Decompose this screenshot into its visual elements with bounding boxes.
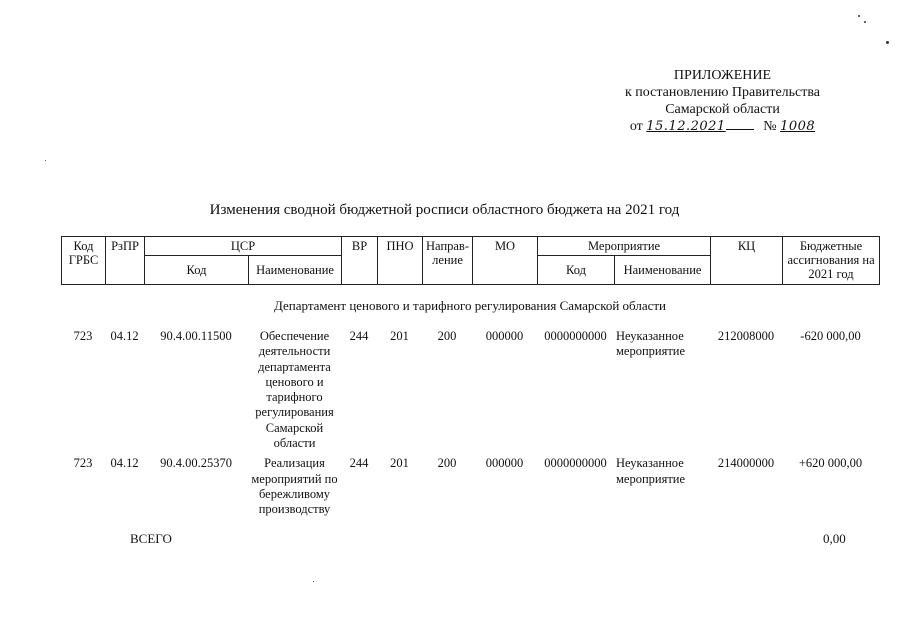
cell-amount: +620 000,00 xyxy=(798,456,863,471)
appendix-title: ПРИЛОЖЕНИЕ xyxy=(673,68,772,83)
header-kc: КЦ xyxy=(711,237,783,285)
scan-speck xyxy=(864,21,866,23)
scan-speck xyxy=(886,41,889,44)
cell-event-name: Неуказанное мероприятие xyxy=(616,329,686,359)
appendix-block xyxy=(600,67,845,135)
cell-kc: 212008000 xyxy=(717,329,775,343)
total-value: 0,00 xyxy=(823,531,846,546)
header-grbs: Код ГРБС xyxy=(62,237,106,285)
cell-event-name: Неуказанное мероприятие xyxy=(616,456,686,486)
scan-speck xyxy=(313,581,314,582)
header-rzpr: РзПР xyxy=(106,237,145,285)
number-prefix: № xyxy=(763,119,777,134)
scan-speck xyxy=(45,160,46,161)
cell-pno: 201 xyxy=(390,456,409,471)
cell-amount: -620 000,00 xyxy=(800,329,861,343)
cell-mo: 000000 xyxy=(485,329,524,343)
appendix-line-2: Самарской области xyxy=(665,102,780,117)
cell-mo: 000000 xyxy=(485,456,524,471)
header-vr: ВР xyxy=(342,237,378,285)
cell-event-code: 0000000000 xyxy=(544,329,607,343)
cell-vr: 244 xyxy=(349,456,369,471)
department-title: Департамент ценового и тарифного регулирования Самарской области xyxy=(273,298,667,313)
cell-direction: 200 xyxy=(437,329,457,343)
header-budget: Бюджетные ассигнования на 2021 год xyxy=(783,237,880,285)
cell-csr-code: 90.4.00.25370 xyxy=(160,456,232,471)
appendix-date-line xyxy=(600,118,845,135)
cell-event-code: 0000000000 xyxy=(544,456,607,471)
header-csr: ЦСР xyxy=(145,237,342,256)
cell-csr-name: Реализация мероприятий по бережливому производству xyxy=(251,456,338,517)
cell-grbs: 723 xyxy=(73,329,93,343)
handwritten-number: 1008 xyxy=(780,119,816,134)
date-prefix: от xyxy=(629,119,643,134)
scan-speck xyxy=(858,15,860,17)
cell-csr-code: 90.4.00.11500 xyxy=(160,329,232,343)
cell-grbs: 723 xyxy=(73,456,93,471)
cell-rzpr: 04.12 xyxy=(110,329,139,343)
handwritten-date: 15.12.2021 xyxy=(646,119,726,134)
table-row xyxy=(61,329,879,456)
cell-direction: 200 xyxy=(437,456,457,471)
table-header xyxy=(61,236,880,285)
cell-vr: 244 xyxy=(349,329,369,343)
document-title: Изменения сводной бюджетной росписи областного бюджета на 2021 год xyxy=(209,202,680,218)
cell-pno: 201 xyxy=(390,329,409,343)
data-table xyxy=(61,329,879,518)
header-event: Мероприятие xyxy=(538,237,711,256)
header-event-name: Наименование xyxy=(615,256,711,285)
cell-rzpr: 04.12 xyxy=(110,456,139,471)
header-pno: ПНО xyxy=(378,237,423,285)
appendix-line-1: к постановлению Правительства xyxy=(624,85,821,100)
header-csr-code: Код xyxy=(145,256,249,285)
total-label: ВСЕГО xyxy=(130,531,172,546)
header-event-code: Код xyxy=(538,256,615,285)
header-mo: МО xyxy=(473,237,538,285)
header-csr-name: Наименование xyxy=(249,256,342,285)
cell-csr-name: Обеспечение деятельности департамента ценового и тарифного регулирования Самарской области xyxy=(255,329,334,451)
date-underline xyxy=(726,129,754,130)
header-direction: Направ-ление xyxy=(423,237,473,285)
cell-kc: 214000000 xyxy=(717,456,775,471)
table-row xyxy=(61,456,879,517)
